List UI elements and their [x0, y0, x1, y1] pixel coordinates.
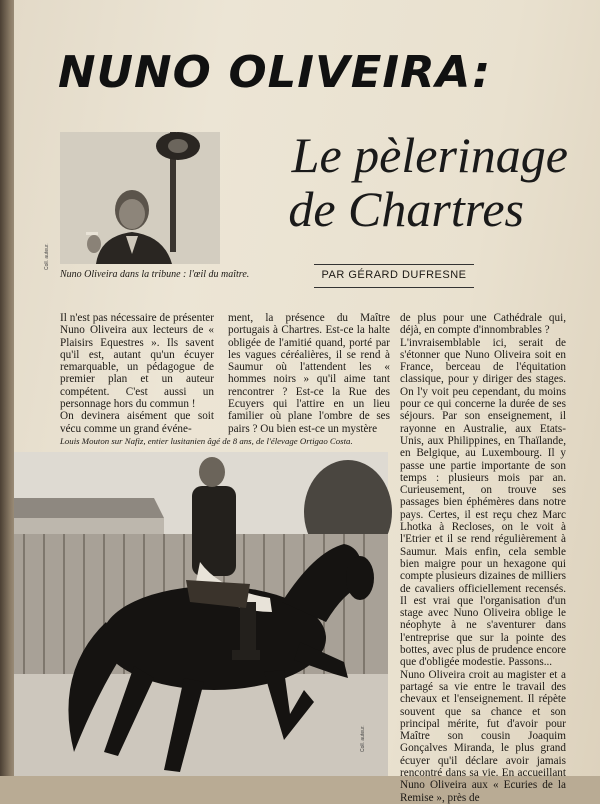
- author-byline: PAR GÉRARD DUFRESNE: [314, 264, 474, 288]
- subtitle-line-2: de Chartres: [288, 181, 524, 237]
- portrait-photo: [60, 132, 220, 264]
- portrait-credit: Coll. auteur.: [44, 243, 50, 270]
- horse-caption: Louis Mouton sur Nafiz, entier lusitanien âgé de 8 ans, de l'élevage Ortigao Costa.: [60, 436, 353, 446]
- paragraph: Il n'est pas nécessaire de présenter Nuno Oliveira aux lecteurs de « Plaisirs Equestres ». Ils savent qu'il est, autant qu'un écuyer remarquable, un pédagogue de premier plan et un auteur compétent. C'est aussi un personnage hors du commun !: [60, 312, 214, 411]
- body-column-3: [400, 312, 566, 804]
- article-subtitle: [262, 128, 582, 236]
- article-title: NUNO OLIVEIRA:: [58, 47, 492, 98]
- paragraph: Nuno Oliveira croit au magister et a partagé sa vie entre le travail des chevaux et l'enseignement. Il répète souvent que sa chance et son principal mérite, fut d'avoir pour Maître son cousin Joaquim Gonçalves Miranda, le plus grand écuyer qu'il déclare avoir jamais rencontré dans sa vie. En accueillant Nuno Oliveira aux « Ecuries de la Remise », près de: [400, 668, 566, 804]
- paragraph: On devinera aisément que soit vécu comme un grand événe-: [60, 410, 214, 435]
- paragraph: de plus pour une Cathédrale qui, déjà, en compte d'innombrables ?: [400, 312, 566, 337]
- subtitle-line-1: Le pèlerinage: [291, 127, 568, 183]
- portrait-caption: Nuno Oliveira dans la tribune : l'œil du maître.: [60, 269, 250, 280]
- horse-credit: Coll. auteur.: [360, 725, 366, 752]
- paragraph: L'invraisemblable ici, serait de s'étonner que Nuno Oliveira soit en France, berceau de l'équitation classique, pour y diriger des stages. On l'y voit peu cependant, du moins pour ce qui concerne la durée de ses séjours. Par son enseignement, il rayonne en Australie, aux Etats-Unis, aux Philippines, en Thaïlande, en Belgique, au Luxembourg. Il y passe une partie importante de son temps : plusieurs mois par an. Curieusement, on trouve ses passages bien éphémères dans notre pays. Certes, il est reçu chez Marc Lhotka à Recloses, on le voit à l'Etrier et il se rend régulièrement à Saumur. Mais enfin, cela semble bien maigre pour un hexagone qui compte plusieurs dizaines de milliers de cavaliers officiellement recensés. Il est vrai que l'organisation d'un stage avec Nuno Oliveira oblige le néophyte à ne s'aventurer dans l'entreprise que sur la pointe des bottes, avec plus de prudence encore que d'obligée modestie. Passons...: [400, 336, 566, 669]
- paragraph: ment, la présence du Maître portugais à Chartres. Est-ce la halte obligée de l'amitié quand, porté par les vagues céréalières, il se rend à Saumur où l'attendent les « hommes noirs » qu'il aime tant rencontrer ? Est-ce la Rue des Ecuyers qui l'attire en un lieu familier où plane l'ombre de ses pairs ? Ou bien est-ce un mystère: [228, 312, 390, 435]
- horse-photo: [14, 452, 388, 776]
- body-column-2: [228, 312, 390, 435]
- body-column-1: [60, 312, 214, 435]
